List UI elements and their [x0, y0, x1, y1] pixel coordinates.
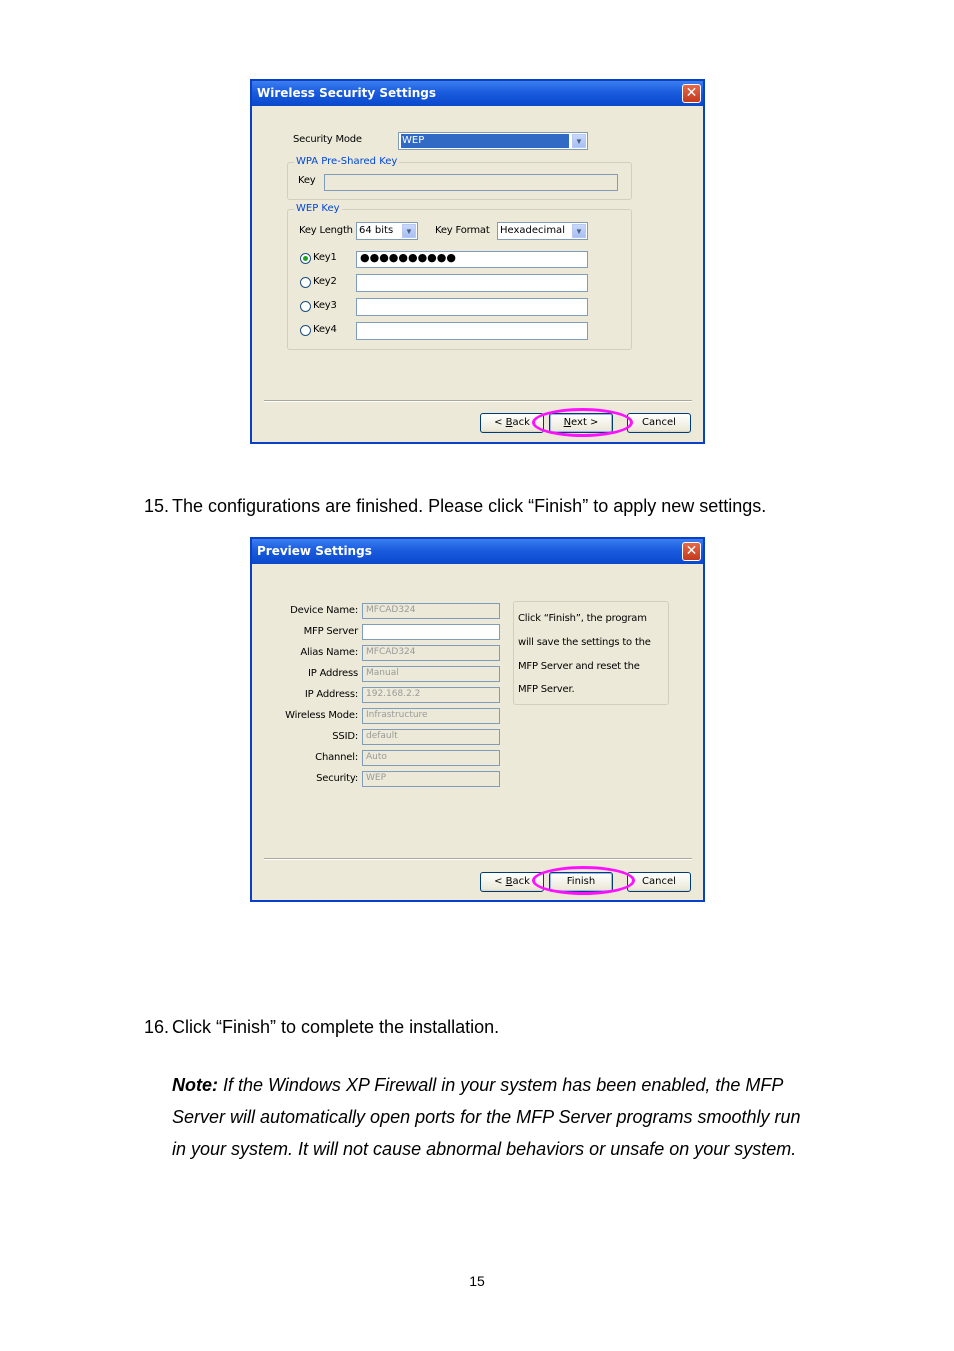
chevron-down-icon[interactable]: ▼: [402, 224, 416, 238]
field-label: Channel:: [315, 752, 358, 763]
next-highlight-ring: [532, 408, 633, 437]
step-16-number: 16.: [144, 1017, 170, 1037]
dialog-title: Wireless Security Settings: [257, 86, 436, 100]
dialog-title: Preview Settings: [257, 544, 372, 558]
mfp-server-field[interactable]: [362, 624, 500, 640]
field-label: Wireless Mode:: [285, 710, 358, 721]
step-15-text: The configurations are finished. Please click “Finish” to apply new settings.: [172, 496, 767, 516]
key1-radio[interactable]: [300, 253, 311, 264]
note-paragraph: [172, 1069, 812, 1165]
field-label: SSID:: [332, 731, 358, 742]
key2-label: Key2: [313, 276, 337, 287]
wep-group-label: WEP Key: [296, 203, 340, 214]
key3-label: Key3: [313, 300, 337, 311]
dialog-titlebar[interactable]: [252, 539, 703, 564]
next-button[interactable]: Next >: [549, 413, 613, 433]
key-format-select[interactable]: [497, 222, 588, 240]
note-label: Note:: [172, 1075, 218, 1095]
key1-label: Key1: [313, 252, 337, 263]
cancel-button[interactable]: Cancel: [627, 413, 691, 433]
key3-radio[interactable]: [300, 301, 311, 312]
field-label: IP Address: [308, 668, 358, 679]
dialog-titlebar[interactable]: [252, 81, 703, 106]
info-line: Click “Finish”, the program: [518, 613, 647, 624]
key-format-value: Hexadecimal: [500, 225, 565, 236]
security-mode-label: Security Mode: [293, 134, 362, 145]
wireless-security-dialog: [250, 79, 705, 444]
security-mode-value: WEP: [401, 134, 569, 148]
ip-address-field[interactable]: 192.168.2.2: [362, 687, 500, 703]
key2-input[interactable]: [356, 274, 588, 292]
key3-input[interactable]: [356, 298, 588, 316]
chevron-down-icon[interactable]: ▼: [572, 134, 586, 148]
key1-value: ●●●●●●●●●●: [360, 251, 456, 264]
finish-highlight-ring: [532, 866, 635, 895]
page-number: 15: [469, 1273, 485, 1289]
key2-radio[interactable]: [300, 277, 311, 288]
key-length-label: Key Length: [299, 225, 353, 236]
close-icon[interactable]: ✕: [682, 542, 701, 561]
ssid-field[interactable]: default: [362, 729, 500, 745]
ip-mode-field[interactable]: Manual: [362, 666, 500, 682]
key4-input[interactable]: [356, 322, 588, 340]
key-length-select[interactable]: [356, 222, 418, 240]
step-16-text: Click “Finish” to complete the installation.: [172, 1017, 500, 1037]
field-label: Alias Name:: [300, 647, 358, 658]
security-mode-select[interactable]: [398, 132, 588, 150]
field-label: MFP Server: [303, 626, 358, 637]
field-label: Security:: [316, 773, 358, 784]
button-separator: [264, 400, 692, 402]
field-label: IP Address:: [304, 689, 358, 700]
key-length-value: 64 bits: [359, 225, 394, 236]
button-separator: [264, 858, 692, 860]
channel-field[interactable]: Auto: [362, 750, 500, 766]
wpa-key-input[interactable]: [324, 174, 618, 191]
info-line: MFP Server and reset the: [518, 661, 640, 672]
back-button[interactable]: < Back: [480, 413, 544, 433]
wireless-mode-field[interactable]: Infrastructure: [362, 708, 500, 724]
preview-settings-dialog: [250, 537, 705, 902]
security-field[interactable]: WEP: [362, 771, 500, 787]
cancel-button[interactable]: Cancel: [627, 872, 691, 892]
step-15-number: 15.: [144, 496, 170, 516]
key-format-label: Key Format: [435, 225, 490, 236]
wpa-key-label: Key: [298, 175, 316, 186]
chevron-down-icon[interactable]: ▼: [572, 224, 586, 238]
alias-name-field[interactable]: MFCAD324: [362, 645, 500, 661]
info-line: will save the settings to the: [518, 637, 651, 648]
key4-radio[interactable]: [300, 325, 311, 336]
back-button[interactable]: < Back: [480, 872, 544, 892]
device-name-field[interactable]: MFCAD324: [362, 603, 500, 619]
field-label: Device Name:: [290, 605, 358, 616]
close-icon[interactable]: ✕: [682, 84, 701, 103]
key4-label: Key4: [313, 324, 337, 335]
wpa-group-label: WPA Pre-Shared Key: [296, 156, 398, 167]
info-line: MFP Server.: [518, 684, 575, 695]
note-text: If the Windows XP Firewall in your system has been enabled, the MFP Server will automatically open ports for the MFP Server programs smoothly run in your system. It will not cause abnormal behaviors or unsafe on your system.: [172, 1075, 801, 1159]
finish-button[interactable]: Finish: [549, 872, 613, 892]
key1-input[interactable]: [356, 251, 588, 268]
